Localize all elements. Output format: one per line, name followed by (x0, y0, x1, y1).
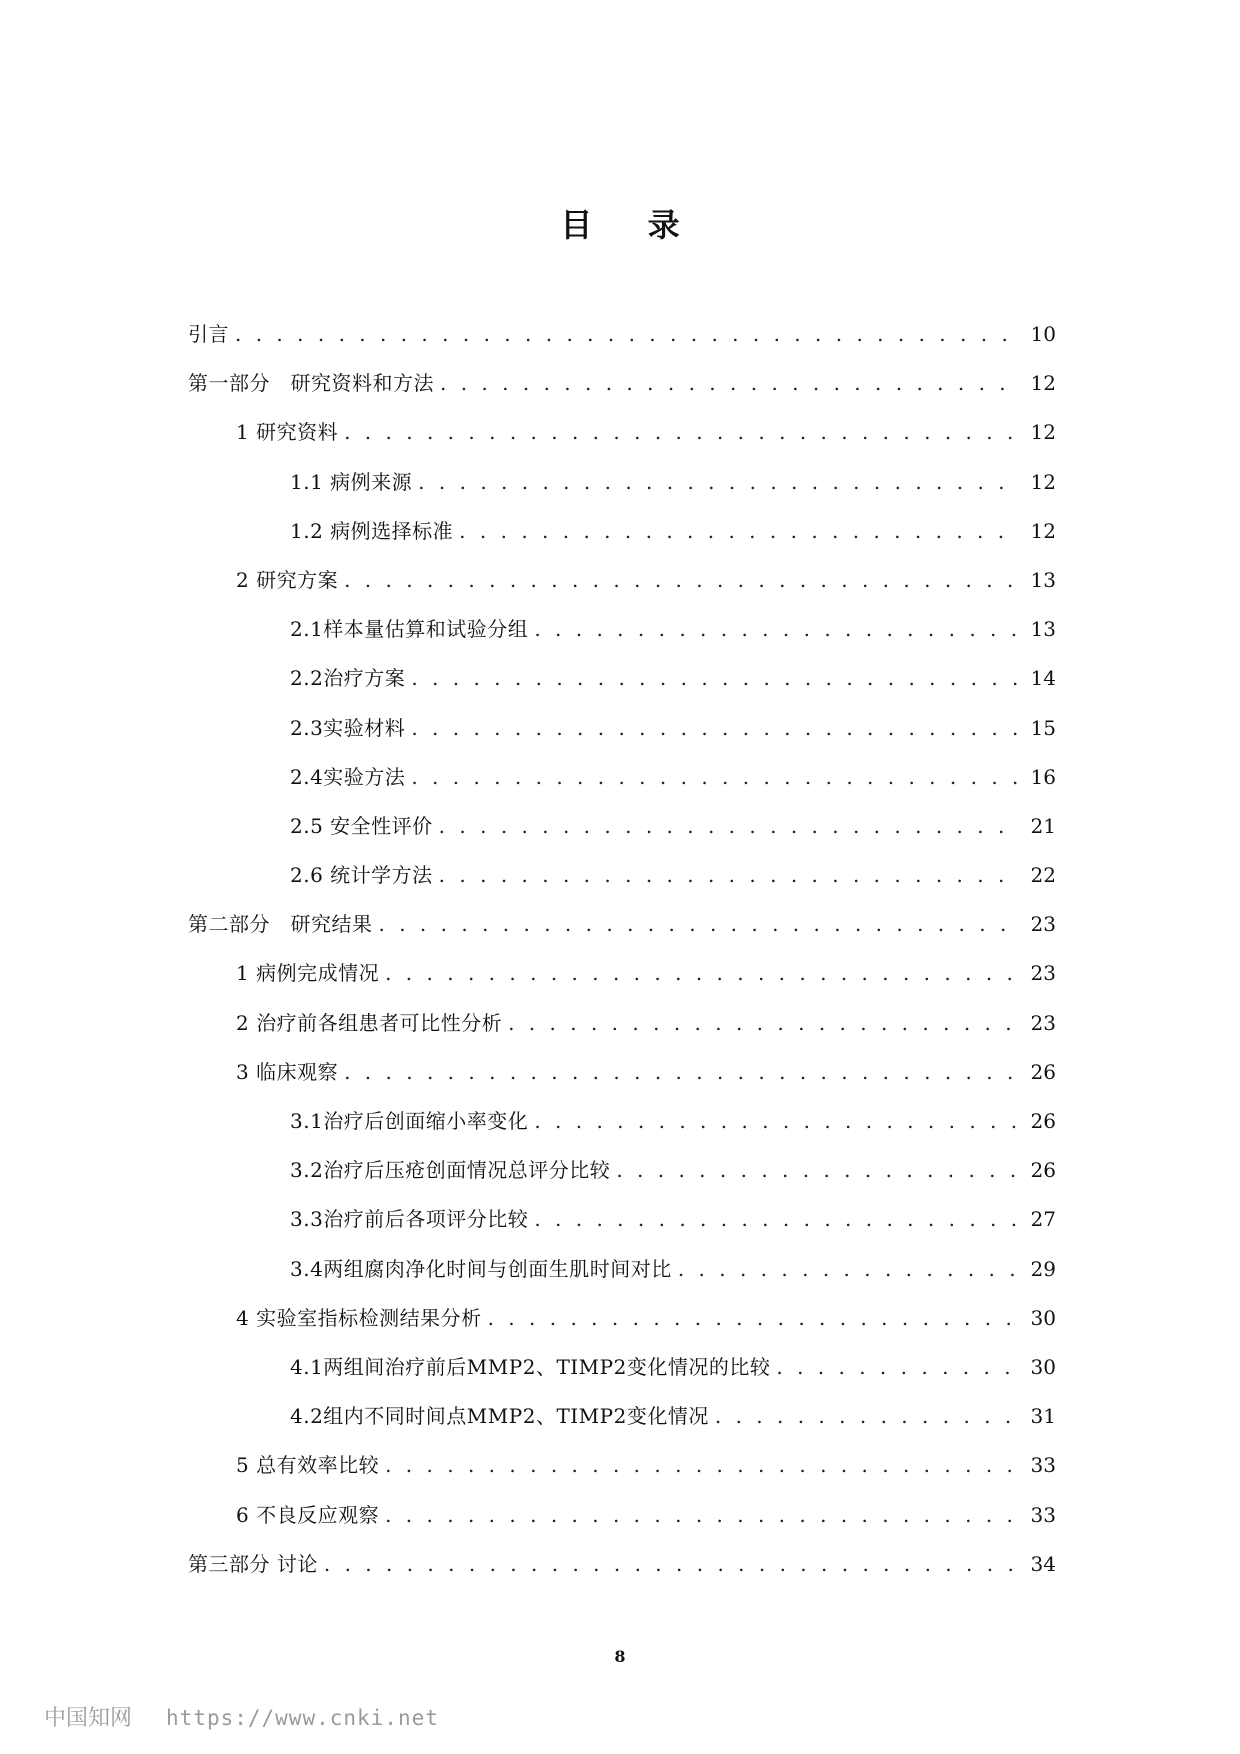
table-of-contents (188, 318, 1056, 1597)
toc-entry-page: 12 (1030, 518, 1056, 543)
toc-entry-page: 27 (1030, 1207, 1056, 1232)
toc-entry[interactable] (188, 712, 1056, 761)
toc-entry[interactable] (188, 859, 1056, 908)
toc-entry-page: 23 (1030, 961, 1056, 986)
toc-entry[interactable] (188, 1203, 1056, 1252)
toc-entry-page: 15 (1030, 715, 1056, 740)
toc-dot-leader (508, 1011, 1018, 1035)
toc-entry-label: 2.1样本量估算和试验分组 (290, 617, 529, 642)
toc-entry-label: 3.3治疗前后各项评分比较 (290, 1207, 529, 1232)
toc-entry[interactable] (188, 515, 1056, 564)
toc-entry[interactable] (188, 1400, 1056, 1449)
toc-dot-leader (439, 814, 1018, 838)
toc-entry-label: 6 不良反应观察 (236, 1502, 380, 1527)
toc-entry-page: 33 (1030, 1502, 1056, 1527)
toc-dot-leader (324, 1552, 1018, 1576)
toc-entry-page: 13 (1030, 567, 1056, 592)
toc-entry-label: 2.6 统计学方法 (290, 863, 433, 888)
toc-dot-leader (776, 1355, 1018, 1379)
toc-entry-label: 3.2治疗后压疮创面情况总评分比较 (290, 1158, 611, 1183)
toc-entry[interactable] (188, 957, 1056, 1006)
toc-entry-page: 14 (1030, 666, 1056, 691)
toc-entry-label: 1 病例完成情况 (236, 961, 380, 986)
toc-entry-label: 1 研究资料 (236, 420, 339, 445)
toc-dot-leader (411, 765, 1018, 789)
toc-entry[interactable] (188, 416, 1056, 465)
toc-entry-label: 4.1两组间治疗前后MMP2、TIMP2变化情况的比较 (290, 1354, 771, 1379)
toc-entry[interactable] (188, 1548, 1056, 1597)
toc-entry[interactable] (188, 1007, 1056, 1056)
toc-entry-page: 33 (1030, 1453, 1056, 1478)
toc-entry[interactable] (188, 1154, 1056, 1203)
toc-entry-label: 2 研究方案 (236, 567, 339, 592)
page-title: 目 录 (560, 206, 702, 244)
toc-entry-page: 26 (1030, 1158, 1056, 1183)
toc-entry-page: 10 (1030, 322, 1056, 346)
toc-entry[interactable] (188, 318, 1056, 367)
toc-dot-leader (715, 1404, 1018, 1428)
toc-entry-label: 2 治疗前各组患者可比性分析 (236, 1010, 503, 1035)
toc-entry[interactable] (188, 1253, 1056, 1302)
toc-entry-label: 4.2组内不同时间点MMP2、TIMP2变化情况 (290, 1404, 709, 1429)
toc-dot-leader (439, 863, 1018, 887)
toc-dot-leader (534, 1207, 1018, 1231)
toc-entry-page: 29 (1030, 1256, 1056, 1281)
toc-entry[interactable] (188, 1105, 1056, 1154)
toc-entry-label: 引言 (188, 322, 229, 346)
toc-entry-label: 5 总有效率比较 (236, 1453, 380, 1478)
toc-entry-page: 23 (1030, 912, 1056, 937)
toc-entry-label: 3 临床观察 (236, 1059, 339, 1084)
toc-dot-leader (411, 666, 1018, 690)
toc-entry-label: 2.5 安全性评价 (290, 813, 433, 838)
toc-dot-leader (344, 420, 1018, 444)
toc-entry-page: 26 (1030, 1109, 1056, 1133)
toc-entry[interactable] (188, 761, 1056, 810)
toc-dot-leader (534, 617, 1018, 641)
toc-entry-label: 2.3实验材料 (290, 715, 406, 740)
toc-dot-leader (379, 912, 1019, 936)
toc-entry-page: 21 (1030, 813, 1056, 838)
toc-entry[interactable] (188, 1449, 1056, 1498)
toc-entry-page: 30 (1030, 1354, 1056, 1379)
toc-entry-page: 12 (1030, 420, 1056, 445)
watermark-brand: 中国知网 (44, 1706, 133, 1731)
toc-dot-leader (678, 1257, 1018, 1281)
toc-dot-leader (344, 568, 1018, 592)
toc-entry-page: 13 (1030, 617, 1056, 642)
toc-entry[interactable] (188, 1056, 1056, 1105)
toc-entry[interactable] (188, 613, 1056, 662)
toc-dot-leader (385, 1453, 1018, 1477)
toc-entry-label: 2.2治疗方案 (290, 666, 406, 691)
toc-entry-label: 1.2 病例选择标准 (290, 518, 454, 543)
toc-dot-leader (385, 1503, 1018, 1527)
toc-entry-label: 第二部分 研究结果 (188, 912, 373, 937)
toc-entry-label: 第三部分 讨论 (188, 1551, 318, 1576)
toc-entry-label: 3.4两组腐肉净化时间与创面生肌时间对比 (290, 1256, 672, 1281)
toc-entry-label: 第一部分 研究资料和方法 (188, 371, 434, 396)
toc-dot-leader (488, 1306, 1018, 1330)
toc-entry[interactable] (188, 367, 1056, 416)
toc-entry-label: 4 实验室指标检测结果分析 (236, 1305, 482, 1330)
toc-dot-leader (440, 371, 1018, 395)
toc-entry[interactable] (188, 662, 1056, 711)
watermark (44, 1701, 439, 1732)
toc-dot-leader (418, 470, 1018, 494)
toc-entry[interactable] (188, 1302, 1056, 1351)
toc-entry[interactable] (188, 1351, 1056, 1400)
toc-dot-leader (344, 1060, 1018, 1084)
page-number: 8 (614, 1647, 626, 1666)
toc-entry[interactable] (188, 1499, 1056, 1548)
toc-entry-label: 3.1治疗后创面缩小率变化 (290, 1109, 529, 1133)
toc-entry-page: 30 (1030, 1305, 1056, 1330)
toc-dot-leader (534, 1109, 1018, 1133)
toc-dot-leader (385, 961, 1018, 985)
toc-entry[interactable] (188, 908, 1056, 957)
toc-entry-page: 12 (1030, 469, 1056, 494)
toc-entry-page: 26 (1030, 1059, 1056, 1084)
toc-dot-leader (616, 1158, 1018, 1182)
toc-entry[interactable] (188, 564, 1056, 613)
toc-entry[interactable] (188, 810, 1056, 859)
toc-entry-page: 22 (1030, 863, 1056, 888)
toc-entry-page: 16 (1030, 764, 1056, 789)
toc-dot-leader (411, 716, 1018, 740)
toc-entry-page: 31 (1030, 1404, 1056, 1429)
watermark-url: https://www.cnki.net (166, 1706, 439, 1730)
toc-entry-page: 34 (1030, 1551, 1056, 1576)
toc-entry-page: 23 (1030, 1010, 1056, 1035)
toc-entry-label: 1.1 病例来源 (290, 469, 413, 494)
toc-entry[interactable] (188, 466, 1056, 515)
toc-dot-leader (235, 322, 1018, 346)
toc-entry-label: 2.4实验方法 (290, 764, 406, 789)
toc-dot-leader (459, 519, 1018, 543)
toc-entry-page: 12 (1030, 371, 1056, 396)
